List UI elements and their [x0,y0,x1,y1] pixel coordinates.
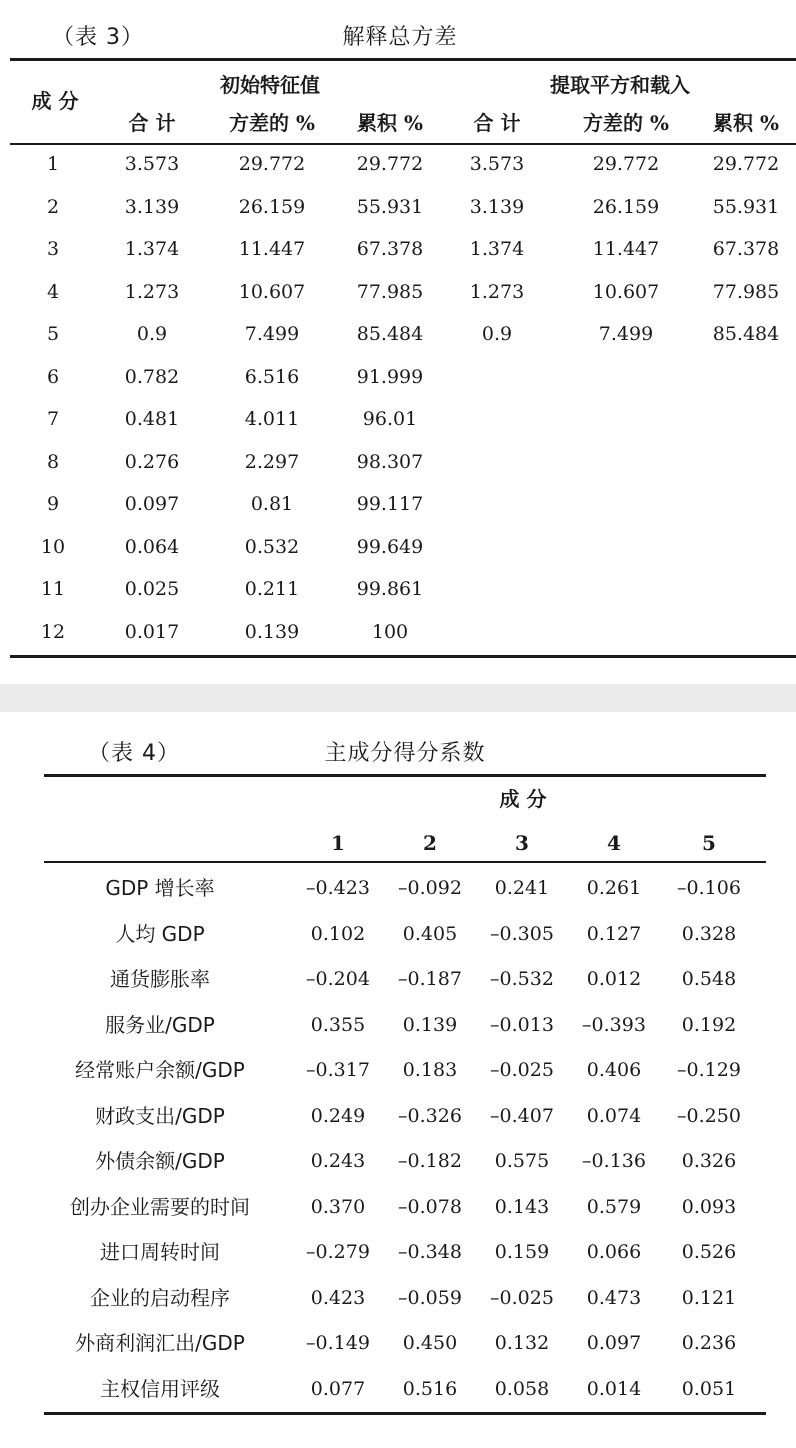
table-3-subheader-1: 合 计 [128,111,176,135]
table-3-cell: 29.772 [356,153,424,175]
table-3-cell: 4.011 [244,408,300,430]
table-4-cell: –0.106 [677,877,741,899]
table-4-cell: –0.187 [398,968,462,990]
table-3-panel [0,0,796,684]
table-3-cell: 0.81 [250,493,294,515]
table-4-cell: 0.450 [402,1332,458,1354]
table-3-row-number: 7 [46,408,60,430]
table-4-cell: 0.326 [681,1150,737,1172]
table-4-row-label: 外债余额/GDP [95,1149,225,1173]
table-3-bottom-rule [10,655,796,658]
table-3-cell: 55.931 [356,195,424,218]
table-3-cell: 7.499 [598,323,654,345]
table-4-cell: 0.423 [310,1286,366,1309]
table-4-cell: 0.516 [402,1377,458,1400]
table-3-cell: 11.447 [592,238,660,260]
table-3-row-number: 11 [40,578,66,600]
table-4-cell: 0.077 [310,1377,366,1400]
table-4-cell: 0.074 [586,1104,642,1127]
table-4-bottom-rule [44,1412,766,1415]
table-4-column-number-4: 4 [607,831,621,855]
table-4-cell: 0.526 [681,1241,737,1263]
table-3-cell: 3.139 [124,195,180,218]
table-3-cell: 0.017 [124,620,180,643]
table-3-cell: 0.782 [124,365,180,388]
table-3-cell: 0.097 [124,493,180,515]
table-4-cell: 0.241 [494,877,550,899]
table-4-cell: 0.132 [494,1332,550,1354]
table-4-header-rule [44,861,766,863]
table-3-cell: 26.159 [238,195,306,218]
table-3-cell: 29.772 [712,153,780,175]
table-4-cell: 0.261 [586,877,642,899]
table-3-cell: 10.607 [238,280,306,303]
table-3-row-number: 5 [46,323,60,345]
table-4-row-label: 企业的启动程序 [90,1285,230,1310]
table-4-cell: 0.249 [310,1104,366,1127]
table-4-cell: 0.236 [681,1332,737,1354]
table-4-column-number-2: 2 [423,831,437,855]
table-3-cell: 99.861 [356,578,424,600]
table-3-subheader-4: 合 计 [473,111,521,135]
table-4-cell: –0.348 [398,1241,462,1263]
table-3-cell: 1.374 [124,238,180,260]
table-4-cell: 0.575 [494,1150,550,1172]
table-3-top-rule [10,58,796,61]
table-4-cell: 0.243 [310,1150,366,1172]
table-4-cell: 0.066 [586,1241,642,1263]
table-3-cell: 1.374 [469,238,525,260]
table-3-subheader-6: 累积 % [713,111,779,135]
table-4-cell: 0.102 [310,922,366,945]
table-4-column-number-1: 1 [331,831,345,855]
table-4-cell: 0.328 [681,922,737,945]
table-3-cell: 67.378 [712,238,780,260]
table-3-row-number: 4 [46,280,60,303]
table-3-cell: 0.211 [244,578,300,600]
table-4-label: （表 4） [88,741,180,766]
table-3-cell: 0.064 [124,535,180,558]
table-3-cell: 77.985 [712,280,780,303]
table-4-cell: 0.014 [586,1377,642,1400]
table-4-cell: –0.204 [306,968,370,990]
table-4-row-label: 服务业/GDP [105,1012,215,1037]
table-4-component-header: 成 分 [499,787,547,811]
table-3-subheader-3: 累积 % [357,111,423,135]
table-4-cell: 0.548 [681,968,737,990]
table-4-row-label: 通货膨胀率 [110,967,210,991]
table-4-cell: –0.136 [582,1150,646,1172]
table-4-row-label: 经常账户余额/GDP [75,1058,245,1082]
table-4-cell: 0.051 [681,1377,737,1400]
table-4-top-rule [44,774,766,777]
table-3-row-number: 3 [46,238,60,260]
table-4-column-number-5: 5 [702,831,716,855]
table-3-group-extracted: 提取平方和载入 [550,73,690,97]
table-3-subheader-2: 方差的 % [229,111,315,135]
table-4-cell: 0.192 [681,1013,737,1036]
table-4-row-label: 创办企业需要的时间 [70,1194,250,1219]
table-4-cell: –0.025 [490,1059,554,1081]
table-4-cell: –0.326 [398,1104,462,1127]
table-4-cell: 0.143 [494,1195,550,1218]
table-3-row-number: 12 [40,620,66,643]
table-4-cell: 0.473 [586,1286,642,1309]
table-3-cell: 98.307 [356,450,424,473]
table-4-cell: 0.579 [586,1195,642,1218]
table-4-cell: –0.393 [582,1013,646,1036]
table-3-cell: 99.649 [356,535,424,558]
table-4-cell: –0.092 [398,877,462,899]
table-3-cell: 26.159 [592,195,660,218]
table-4-cell: 0.127 [586,922,642,945]
table-3-component-header: 成 分 [31,89,79,113]
table-3-cell: 3.139 [469,195,525,218]
table-4-row-label: 财政支出/GDP [95,1103,225,1128]
table-4-cell: –0.532 [490,968,554,990]
table-4-cell: 0.093 [681,1195,737,1218]
table-3-row-number: 6 [46,365,60,388]
table-4-cell: 0.121 [681,1286,737,1309]
table-3-cell: 7.499 [244,323,300,345]
table-4-cell: 0.405 [402,922,458,945]
table-3-cell: 11.447 [238,238,306,260]
table-4-cell: 0.355 [310,1013,366,1036]
table-4-cell: –0.279 [306,1241,370,1263]
table-3-group-initial: 初始特征值 [220,73,320,97]
table-3-cell: 91.999 [356,365,424,388]
table-3-header-rule [10,143,796,145]
table-3-title: 解释总方差 [342,25,458,50]
table-3-cell: 1.273 [124,280,180,303]
table-4-panel [0,712,796,1448]
table-4-title: 主成分得分系数 [324,741,486,766]
table-3-row-number: 2 [46,195,60,218]
table-3-cell: 0.025 [124,578,180,600]
table-4-row-label: GDP 增长率 [105,876,215,900]
table-4-cell: –0.059 [398,1286,462,1309]
table-3-cell: 10.607 [592,280,660,303]
table-3-cell: 3.573 [469,153,525,175]
table-3-subheader-5: 方差的 % [583,111,669,135]
table-4-cell: 0.097 [586,1332,642,1354]
table-3-cell: 0.276 [124,450,180,473]
table-4-cell: 0.012 [586,968,642,990]
table-3-cell: 77.985 [356,280,424,303]
table-4-cell: –0.129 [677,1059,741,1081]
table-4-cell: –0.149 [306,1332,370,1354]
table-4-row-label: 主权信用评级 [100,1376,220,1401]
table-3-cell: 29.772 [238,153,306,175]
table-4-row-label: 外商利润汇出/GDP [75,1331,245,1355]
table-3-cell: 85.484 [712,323,780,345]
table-3-cell: 55.931 [712,195,780,218]
table-3-row-number: 8 [46,450,60,473]
table-4-cell: –0.305 [490,922,554,945]
table-3-cell: 0.9 [136,323,168,345]
table-4-cell: 0.139 [402,1013,458,1036]
table-3-row-number: 10 [40,535,66,558]
table-3-cell: 99.117 [356,493,424,515]
table-4-cell: 0.183 [402,1059,458,1081]
table-4-row-label: 人均 GDP [115,921,205,946]
table-4-cell: 0.406 [586,1059,642,1081]
table-3-cell: 0.481 [124,408,180,430]
table-4-cell: 0.058 [494,1377,550,1400]
table-3-cell: 1.273 [469,280,525,303]
table-4-cell: –0.317 [306,1059,370,1081]
table-3-cell: 6.516 [244,365,300,388]
table-4-cell: –0.250 [677,1104,741,1127]
table-3-cell: 3.573 [124,153,180,175]
table-4-cell: –0.407 [490,1104,554,1127]
table-4-column-number-3: 3 [515,831,529,855]
table-4-cell: –0.182 [398,1150,462,1172]
table-3-cell: 29.772 [592,153,660,175]
table-3-cell: 0.532 [244,535,300,558]
table-4-cell: –0.025 [490,1286,554,1309]
table-3-cell: 0.9 [481,323,513,345]
table-3-label: （表 3） [52,25,144,50]
table-4-cell: –0.078 [398,1195,462,1218]
table-4-cell: 0.370 [310,1195,366,1218]
table-4-cell: 0.159 [494,1241,550,1263]
table-3-cell: 96.01 [362,408,418,430]
table-4-cell: –0.423 [306,877,370,899]
table-3-cell: 100 [371,620,409,643]
table-4-cell: –0.013 [490,1013,554,1036]
table-3-cell: 85.484 [356,323,424,345]
table-3-row-number: 9 [46,493,60,515]
table-3-cell: 2.297 [244,450,300,473]
table-3-cell: 67.378 [356,238,424,260]
table-3-row-number: 1 [46,153,60,175]
table-4-row-label: 进口周转时间 [100,1240,220,1264]
table-3-cell: 0.139 [244,620,300,643]
